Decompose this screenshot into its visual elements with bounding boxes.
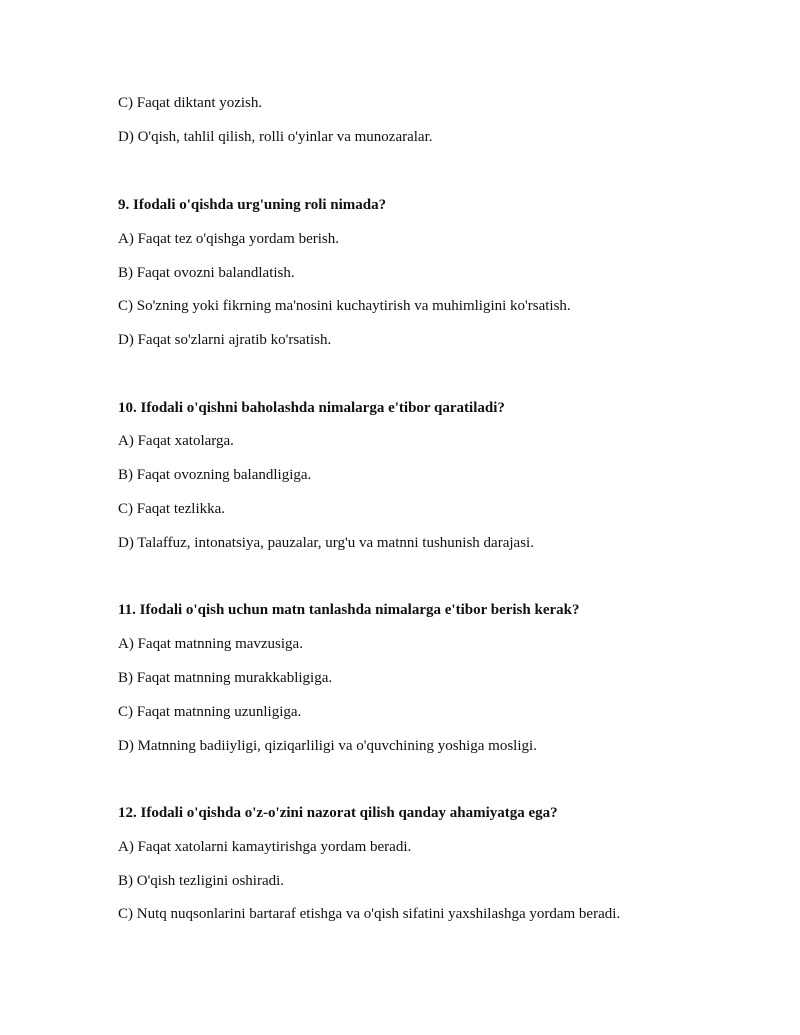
question-10-option-d: D) Talaffuz, intonatsiya, pauzalar, urg'u va matnni tushunish darajasi. [118, 535, 534, 551]
question-11-option-c: C) Faqat matnning uzunligiga. [118, 704, 302, 720]
question-12-option-c: C) Nutq nuqsonlarini bartaraf etishga va o'qish sifatini yaxshilashga yordam beradi. [118, 906, 621, 922]
question-9-option-a: A) Faqat tez o'qishga yordam berish. [118, 231, 339, 247]
question-9-option-c: C) So'zning yoki fikrning ma'nosini kuchaytirish va muhimligini ko'rsatish. [118, 298, 571, 314]
question-11-title: 11. Ifodali o'qish uchun matn tanlashda nimalarga e'tibor berish kerak? [118, 602, 580, 618]
question-11-option-b: B) Faqat matnning murakkabligiga. [118, 670, 333, 686]
answer-option-d: D) O'qish, tahlil qilish, rolli o'yinlar va munozaralar. [118, 129, 433, 145]
question-9-option-d: D) Faqat so'zlarni ajratib ko'rsatish. [118, 332, 332, 348]
question-12-title: 12. Ifodali o'qishda o'z-o'zini nazorat qilish qanday ahamiyatga ega? [118, 805, 558, 821]
question-12-option-b: B) O'qish tezligini oshiradi. [118, 873, 285, 889]
question-12-option-a: A) Faqat xatolarni kamaytirishga yordam beradi. [118, 839, 412, 855]
question-11-option-d: D) Matnning badiiyligi, qiziqarliligi va o'quvchining yoshiga mosligi. [118, 738, 537, 754]
question-10-title: 10. Ifodali o'qishni baholashda nimalarga e'tibor qaratiladi? [118, 400, 505, 416]
answer-option-c: C) Faqat diktant yozish. [118, 95, 263, 111]
question-9-title: 9. Ifodali o'qishda urg'uning roli nimada? [118, 197, 387, 213]
question-9-option-b: B) Faqat ovozni balandlatish. [118, 265, 295, 281]
question-10-option-b: B) Faqat ovozning balandligiga. [118, 467, 312, 483]
question-10-option-a: A) Faqat xatolarga. [118, 433, 234, 449]
question-10-option-c: C) Faqat tezlikka. [118, 501, 226, 517]
question-11-option-a: A) Faqat matnning mavzusiga. [118, 636, 303, 652]
